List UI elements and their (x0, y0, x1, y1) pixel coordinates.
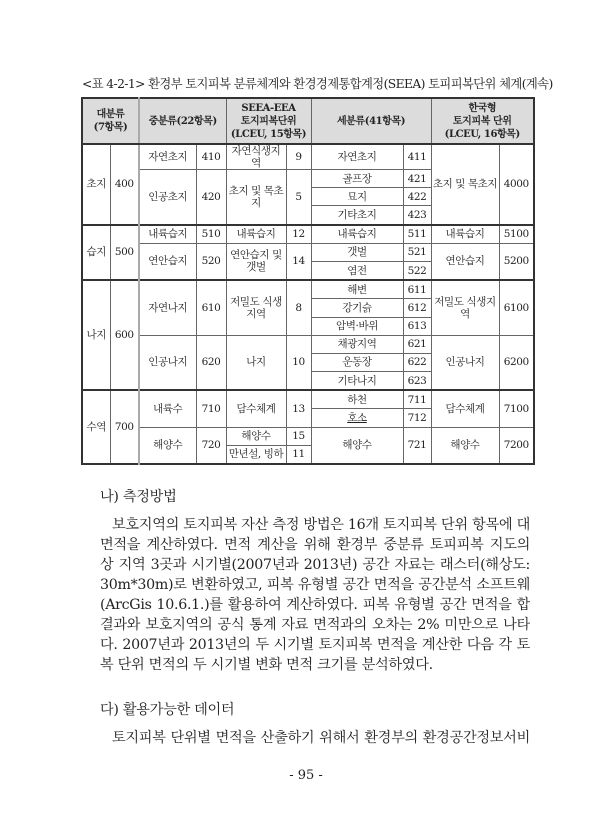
sub-name: 기타나지 (311, 372, 403, 391)
mid-code: 720 (196, 427, 226, 464)
seea-name: 담수체계 (226, 390, 286, 427)
sub-code: 711 (403, 390, 431, 409)
sub-name: 염전 (311, 261, 403, 280)
table-row (82, 243, 534, 261)
korean-code: 5200 (499, 243, 534, 280)
paragraph-line: 결과와 보호지역의 공식 통계 자료 면적과의 오차는 2% 미만으로 나타 (100, 617, 530, 633)
paragraph-line: 토지피복 단위별 면적을 산출하기 위해서 환경부의 환경공간정보서비 (112, 730, 530, 746)
sub-code: 721 (403, 427, 431, 464)
korean-code: 6200 (499, 335, 534, 390)
major-name: 나지 (82, 280, 110, 390)
table-caption: <표 4-2-1> 환경부 토지피복 분류체계와 환경경제통합계정(SEEA) 토피피복단위 체계(계속) (82, 77, 553, 91)
sub-name: 자연초지 (311, 144, 403, 170)
header-seea: SEEA-EEA 토지피복단위 (LCEU, 15항목) (226, 98, 311, 144)
header-major: 대분류 (7항목) (82, 98, 139, 144)
paragraph-line: 복 단위 면적의 두 시기별 변화 면적 크기를 분석하였다. (100, 657, 433, 673)
mid-code: 420 (196, 170, 226, 225)
sub-code: 622 (403, 353, 431, 371)
major-code: 700 (110, 390, 139, 464)
sub-name: 암벽·바위 (311, 317, 403, 335)
header-mid: 중분류(22항목) (139, 98, 226, 144)
sub-code: 511 (403, 225, 431, 244)
seea-name: 만년설, 빙하 (226, 445, 286, 464)
paragraph-line: (ArcGis 10.6.1.)를 활용하여 계산하였다. 피복 유형별 공간 면적을 합 (100, 597, 530, 613)
header-korean: 한국형 토지피복 단위 (LCEU, 16항목) (431, 98, 534, 144)
sub-code: 522 (403, 261, 431, 280)
table-row (82, 335, 534, 353)
sub-code: 613 (403, 317, 431, 335)
seea-name: 해양수 (226, 427, 286, 445)
seea-code: 15 (286, 427, 311, 445)
sub-name: 해양수 (311, 427, 403, 464)
korean-code: 6100 (499, 280, 534, 335)
page-number: - 95 - (289, 768, 323, 783)
sub-name: 골프장 (311, 170, 403, 188)
sub-code: 421 (403, 170, 431, 188)
korean-code: 7100 (499, 390, 534, 427)
mid-code: 610 (196, 280, 226, 335)
table-row (82, 144, 534, 170)
header-row (82, 98, 534, 144)
major-name: 초지 (82, 144, 110, 225)
seea-name: 초지 및 목초지 (226, 170, 286, 225)
major-name: 수역 (82, 390, 110, 464)
major-name: 습지 (82, 225, 110, 281)
sub-code: 612 (403, 299, 431, 317)
mid-code: 520 (196, 243, 226, 280)
section-heading-data: 다) 활용가능한 데이터 (100, 702, 235, 718)
table-row (82, 427, 534, 445)
seea-code: 8 (286, 280, 311, 335)
sub-name: 하천 (311, 390, 403, 409)
korean-name: 저밀도 식생지역 (431, 280, 499, 335)
seea-code: 11 (286, 445, 311, 464)
major-code: 500 (110, 225, 139, 281)
sub-code: 422 (403, 188, 431, 206)
sub-code: 712 (403, 409, 431, 427)
header-sub: 세분류(41항목) (311, 98, 431, 144)
table-row (82, 225, 534, 244)
sub-name: 기타초지 (311, 206, 403, 225)
section-heading-measurement: 나) 측정방법 (100, 489, 177, 505)
seea-code: 10 (286, 335, 311, 390)
sub-code: 621 (403, 335, 431, 353)
mid-code: 620 (196, 335, 226, 390)
seea-code: 5 (286, 170, 311, 225)
sub-code: 623 (403, 372, 431, 391)
sub-code: 521 (403, 243, 431, 261)
seea-code: 13 (286, 390, 311, 427)
korean-code: 7200 (499, 427, 534, 464)
mid-name: 인공나지 (139, 335, 196, 390)
mid-name: 해양수 (139, 427, 196, 464)
mid-name: 내륙습지 (139, 225, 196, 244)
seea-name: 연안습지 및 갯벌 (226, 243, 286, 280)
table-row (82, 280, 534, 299)
mid-name: 인공초지 (139, 170, 196, 225)
mid-name: 연안습지 (139, 243, 196, 280)
sub-name: 묘지 (311, 188, 403, 206)
sub-name: 갯벌 (311, 243, 403, 261)
seea-name: 자연식생지역 (226, 144, 286, 170)
seea-code: 12 (286, 225, 311, 244)
sub-name: 내륙습지 (311, 225, 403, 244)
mid-code: 410 (196, 144, 226, 170)
sub-code: 411 (403, 144, 431, 170)
paragraph-line: 상 지역 3곳과 시기별(2007년과 2013년) 공간 자료는 래스터(해상도: (100, 557, 530, 573)
korean-name: 해양수 (431, 427, 499, 464)
mid-name: 내륙수 (139, 390, 196, 427)
seea-name: 저밀도 식생지역 (226, 280, 286, 335)
mid-code: 710 (196, 390, 226, 427)
table-row (82, 390, 534, 409)
korean-name: 인공나지 (431, 335, 499, 390)
mid-name: 자연나지 (139, 280, 196, 335)
korean-code: 5100 (499, 225, 534, 244)
paragraph-line: 면적을 계산하였다. 면적 계산을 위해 환경부 중분류 토피피복 지도의 (100, 537, 530, 553)
sub-name: 채광지역 (311, 335, 403, 353)
major-code: 400 (110, 144, 139, 225)
seea-name: 내륙습지 (226, 225, 286, 244)
korean-name: 내륙습지 (431, 225, 499, 244)
major-code: 600 (110, 280, 139, 390)
korean-name: 담수체계 (431, 390, 499, 427)
seea-code: 9 (286, 144, 311, 170)
sub-name: 호소 (311, 409, 403, 427)
paragraph-line: 다. 2007년과 2013년의 두 시기별 토지피복 면적을 계산한 다음 각 토 (100, 637, 530, 653)
korean-name: 연안습지 (431, 243, 499, 280)
sub-name: 강기슭 (311, 299, 403, 317)
sub-name: 운동장 (311, 353, 403, 371)
mid-code: 510 (196, 225, 226, 244)
sub-name: 해변 (311, 280, 403, 299)
korean-code: 4000 (499, 144, 534, 225)
paragraph-line: 30m*30m)로 변환하였고, 피복 유형별 공간 면적을 공간분석 소프트웨 (100, 577, 530, 593)
seea-name: 나지 (226, 335, 286, 390)
seea-code: 14 (286, 243, 311, 280)
sub-code: 611 (403, 280, 431, 299)
sub-code: 423 (403, 206, 431, 225)
mid-name: 자연초지 (139, 144, 196, 170)
paragraph-line: 보호지역의 토지피복 자산 측정 방법은 16개 토지피복 단위 항목에 대 (112, 517, 530, 533)
land-cover-classification-table (81, 97, 535, 465)
korean-name: 초지 및 목초지 (431, 144, 499, 225)
